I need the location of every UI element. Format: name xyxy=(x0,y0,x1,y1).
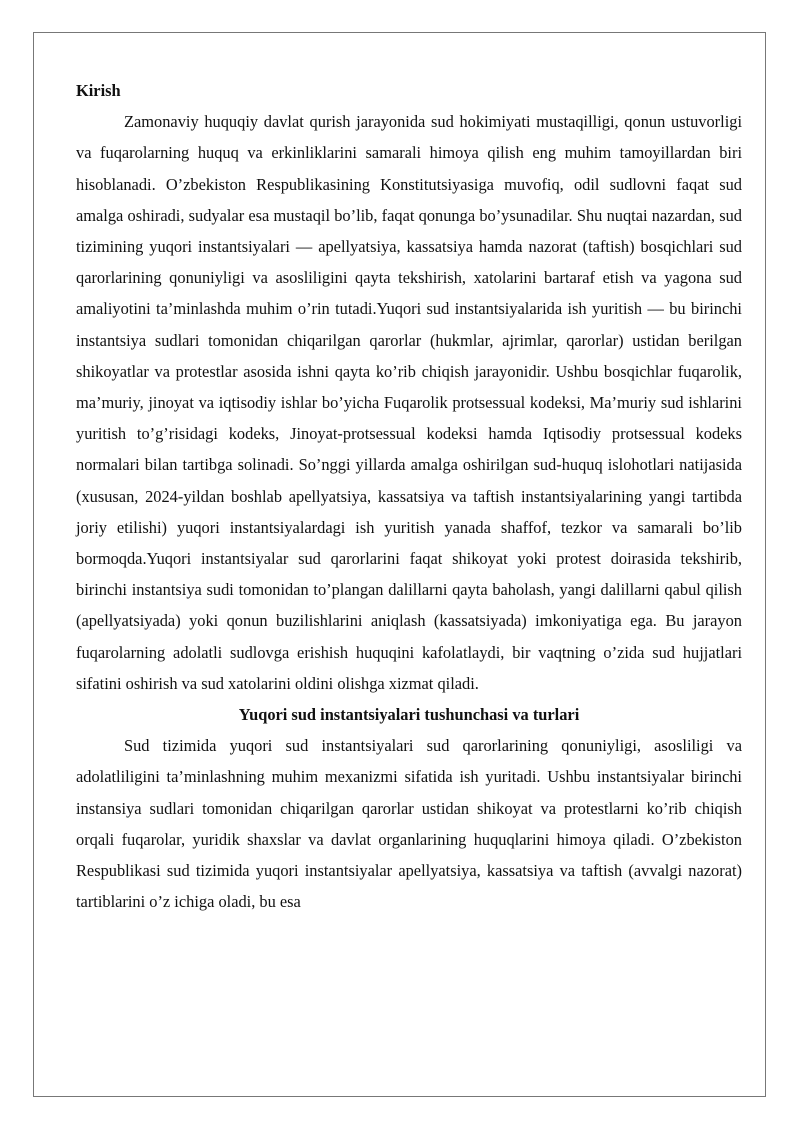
section-paragraph: Sud tizimida yuqori sud instantsiyalari sud qarorlarining qonuniyligi, asosliligi va adolatliligini ta’minlashning muhim mexanizmi sifatida ish yuritadi. Ushbu instantsiyalar birinchi instansiya sudlari tomonidan chiqarilgan qarorlar ustidan shikoyat va protestlarni ko’rib chiqish orqali fuqarolar, yuridik shaxslar va davlat organlarining huquqlarini himoya qiladi. O’zbekiston Respublikasi sud tizimida yuqori instantsiyalar apellyatsiya, kassatsiya va taftish (avvalgi nazorat) tartiblarini o’z ichiga oladi, bu esa xyxy=(76,736,742,912)
document-body xyxy=(76,75,742,917)
intro-paragraph: Zamonaviy huquqiy davlat qurish jarayonida sud hokimiyati mustaqilligi, qonun ustuvorligi va fuqarolarning huquq va erkinliklarini samarali himoya qilish eng muhim tamoyillardan biri hisoblanadi. O’zbekiston Respublikasining Konstitutsiyasiga muvofiq, odil sudlovni faqat sud amalga oshiradi, sudyalar esa mustaqil bo’lib, faqat qonunga bo’ysunadilar. Shu nuqtai nazardan, sud tizimining yuqori instantsiyalari — apellyatsiya, kassatsiya hamda nazorat (taftish) bosqichlari sud qarorlarining qonuniyligi va asosliligini qayta tekshirish, xatolarini bartaraf etish va yagona sud amaliyotini ta’minlashda muhim o’rin tutadi.Yuqori sud instantsiyalarida ish yuritish — bu birinchi instantsiya sudlari tomonidan chiqarilgan qarorlar (hukmlar, ajrimlar, qarorlar) ustidan berilgan shikoyatlar va protestlar asosida ishni qayta ko’rib chiqish jarayonidir. Ushbu bosqichlar fuqarolik, ma’muriy, jinoyat va iqtisodiy ishlar bo’yicha Fuqarolik protsessual kodeksi, Ma’muriy sud ishlarini yuritish to’g’risidagi kodeks, Jinoyat-protsessual kodeksi hamda Iqtisodiy protsessual kodeks normalari bilan tartibga solinadi. So’nggi yillarda amalga oshirilgan sud-huquq islohotlari natijasida (xususan, 2024-yildan boshlab apellyatsiya, kassatsiya va taftish instantsiyalarining yangi tartibda joriy etilishi) yuqori instantsiyalardagi ish yuritish yanada shaffof, tezkor va samarali bo’lib bormoqda.Yuqori instantsiyalar sud qarorlarini faqat shikoyat yoki protest doirasida tekshirib, birinchi instantsiya sudi tomonidan to’plangan dalillarni qayta baholash, yangi dalillarni qabul qilish (apellyatsiyada) yoki qonun buzilishlarini aniqlash (kassatsiyada) imkoniyatiga ega. Bu jarayon fuqarolarning adolatli sudlovga erishish huquqini kafolatlaydi, bir vaqtning o’zida sud hujjatlari sifatini oshirish va sud xatolarini oldini olishga xizmat qiladi. xyxy=(76,112,742,693)
section-heading: Yuqori sud instantsiyalari tushunchasi va turlari xyxy=(238,705,580,725)
intro-heading: Kirish xyxy=(76,81,121,100)
